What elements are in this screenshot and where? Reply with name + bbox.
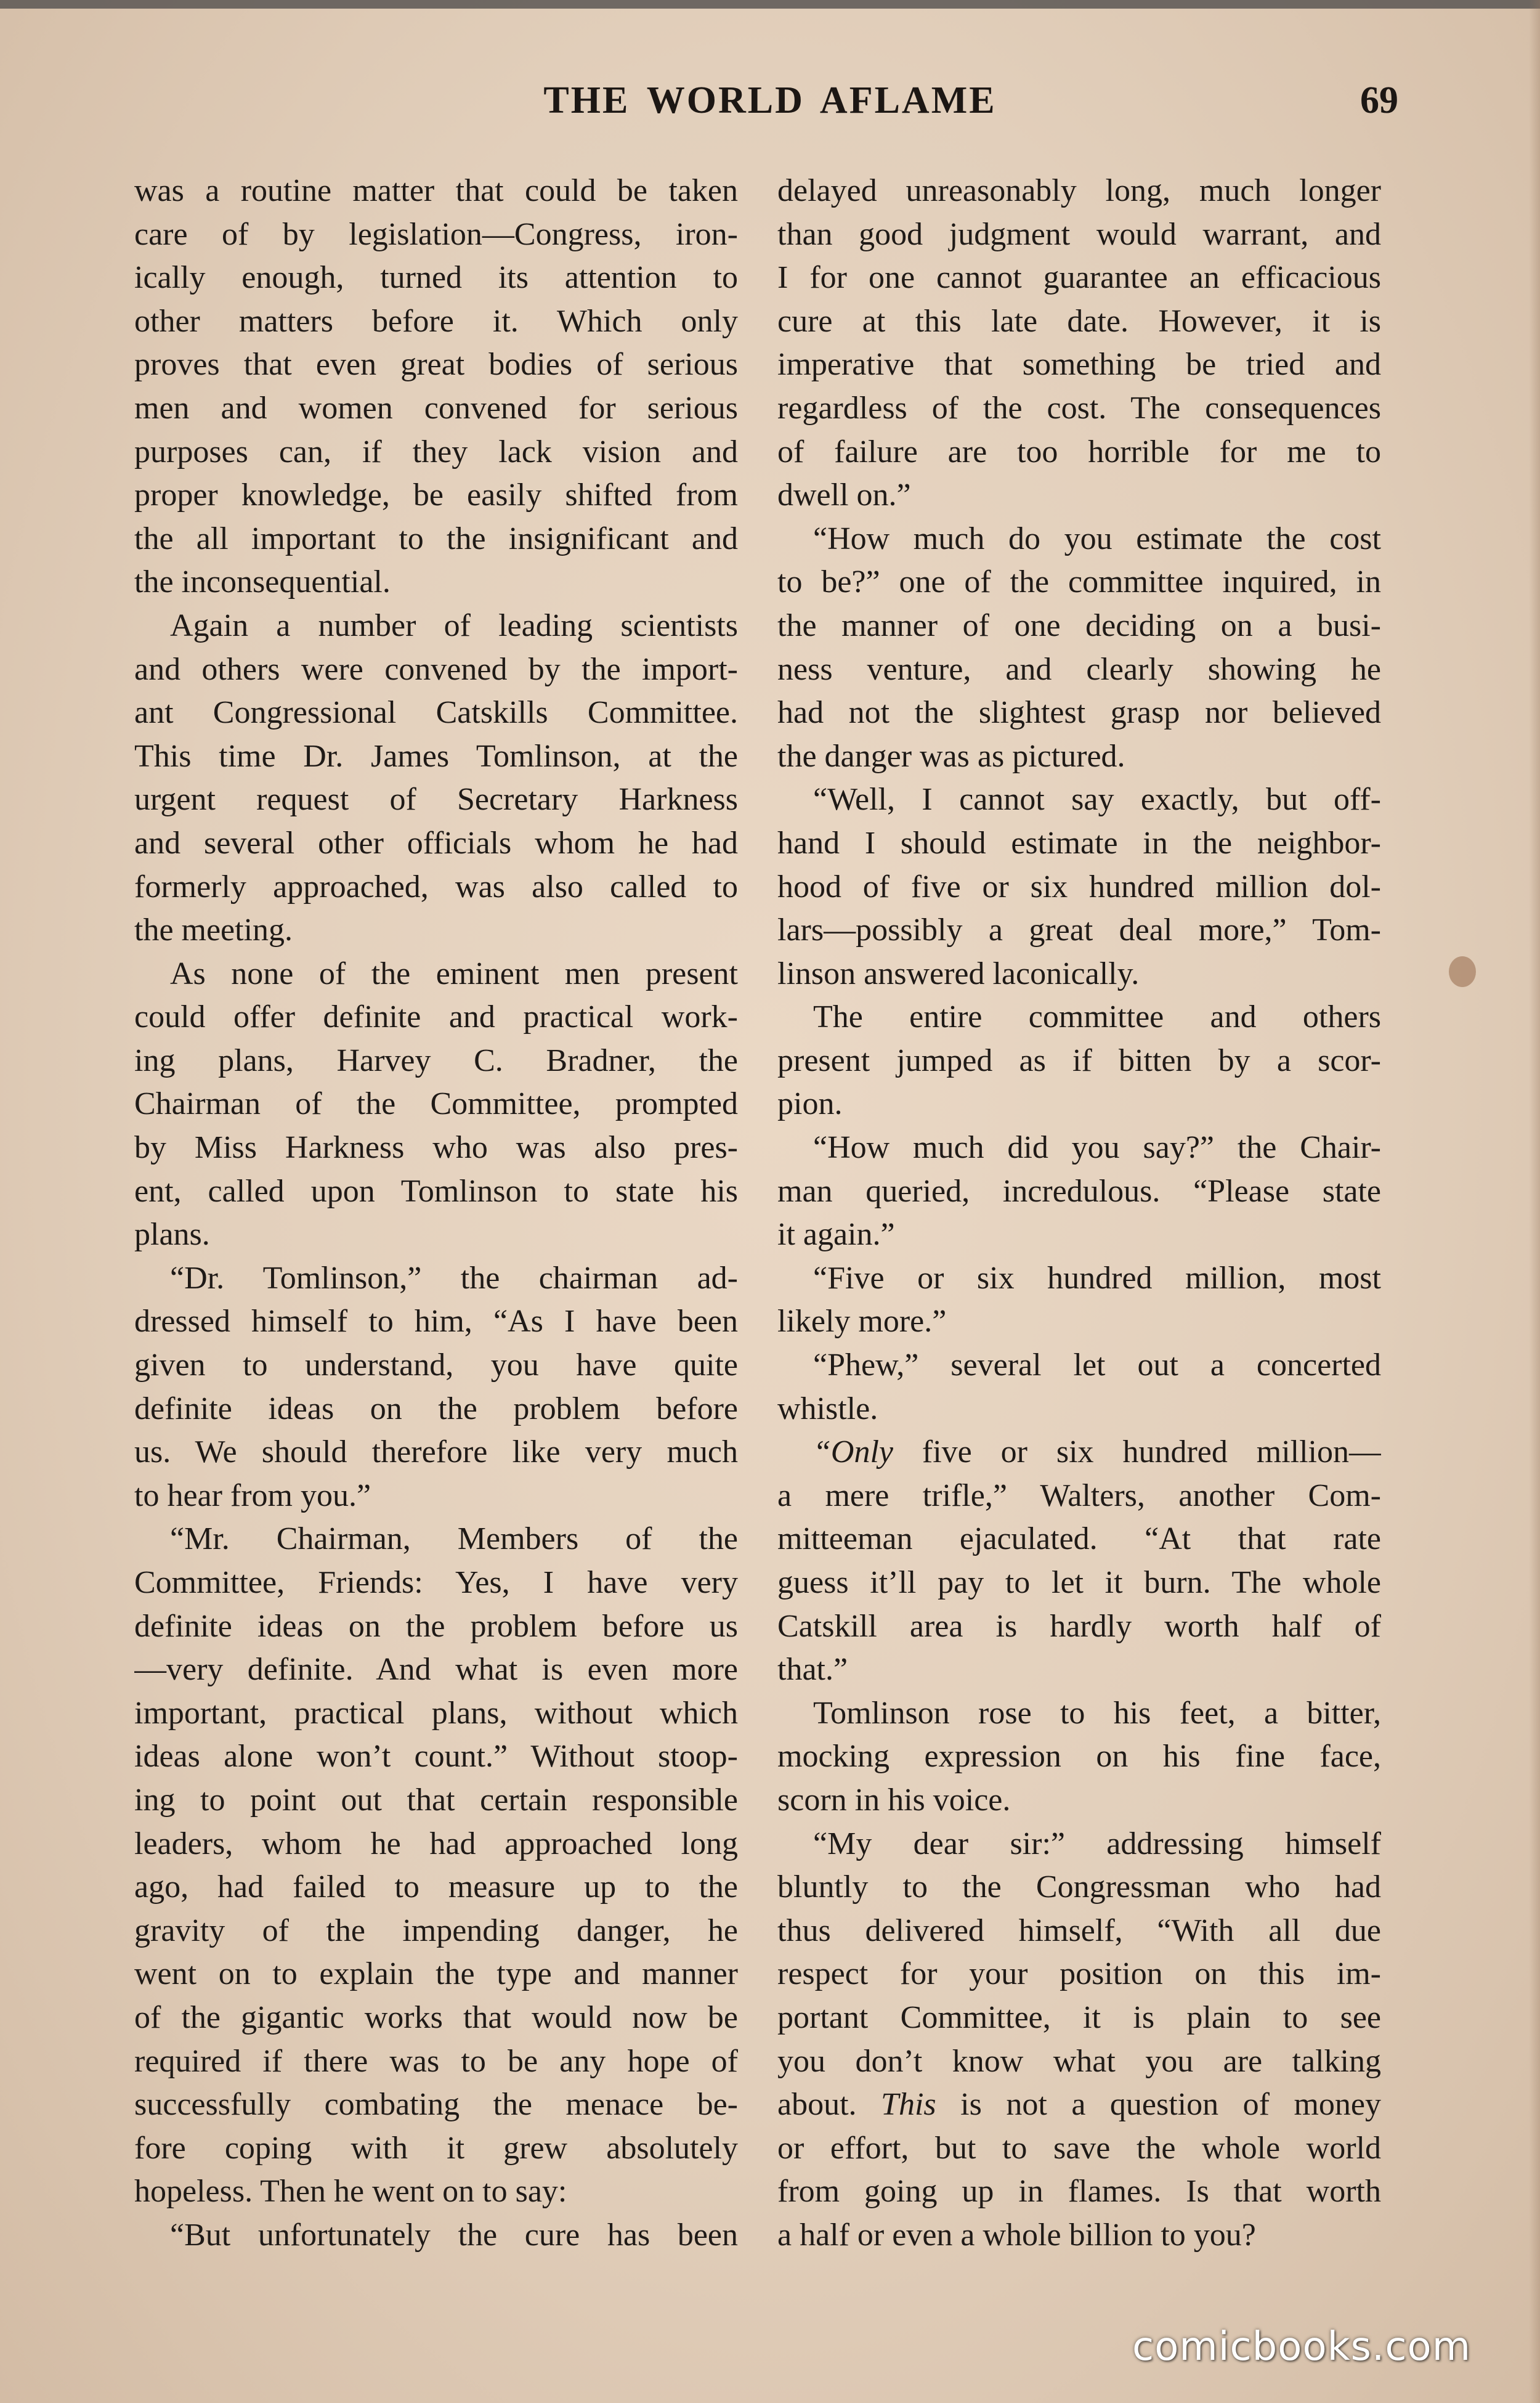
text-line: mocking expression on his fine face, bbox=[777, 1739, 1381, 1775]
text-line: —very definite. And what is even more bbox=[134, 1652, 738, 1688]
text-line: the manner of one deciding on a busi- bbox=[777, 608, 1381, 643]
text-line: the inconsequential. bbox=[134, 564, 391, 600]
text-line: respect for your position on this im- bbox=[777, 1956, 1381, 1992]
text-line: fore coping with it grew absolutely bbox=[134, 2130, 738, 2166]
left-text-column bbox=[134, 169, 738, 2258]
text-line: the all important to the insignificant and bbox=[134, 521, 738, 556]
text-line: by Miss Harkness who was also pres- bbox=[134, 1130, 738, 1166]
text-line: ing plans, Harvey C. Bradner, the bbox=[134, 1043, 738, 1078]
text-line: proper knowledge, be easily shifted from bbox=[134, 478, 738, 513]
text-line: ago, had failed to measure up to the bbox=[134, 1869, 738, 1905]
text-line: care of by legislation—Congress, iron- bbox=[134, 216, 738, 252]
text-line: Catskill area is hardly worth half of bbox=[777, 1608, 1381, 1644]
text-line: thus delivered himself, “With all due bbox=[777, 1913, 1381, 1948]
text-line: went on to explain the type and manner bbox=[134, 1956, 738, 1992]
text-line: As none of the eminent men present bbox=[170, 956, 738, 991]
text-line: guess it’ll pay to let it burn. The whole bbox=[777, 1565, 1381, 1600]
text-line: or effort, but to save the whole world bbox=[777, 2130, 1381, 2166]
text-line: “Mr. Chairman, Members of the bbox=[170, 1521, 738, 1557]
text-line: “How much did you say?” the Chair- bbox=[813, 1130, 1381, 1166]
text-line: “Dr. Tomlinson,” the chairman ad- bbox=[170, 1260, 738, 1296]
text-line: “How much do you estimate the cost bbox=[813, 521, 1381, 556]
text-line: of the gigantic works that would now be bbox=[134, 1999, 738, 2035]
text-line: you don’t know what you are talking bbox=[777, 2043, 1381, 2079]
text-line: than good judgment would warrant, and bbox=[777, 216, 1381, 252]
text-line: gravity of the impending danger, he bbox=[134, 1913, 738, 1948]
text-line: hood of five or six hundred million dol- bbox=[777, 869, 1381, 905]
text-line: whistle. bbox=[777, 1391, 878, 1426]
text-line: Again a number of leading scientists bbox=[170, 608, 738, 643]
text-line: “My dear sir:” addressing himself bbox=[813, 1826, 1381, 1861]
text-line: the meeting. bbox=[134, 913, 293, 948]
text-line: other matters before it. Which only bbox=[134, 303, 738, 339]
text-line: and others were convened by the import- bbox=[134, 651, 738, 687]
text-line: man queried, incredulous. “Please state bbox=[777, 1173, 1381, 1209]
text-line: important, practical plans, without which bbox=[134, 1695, 738, 1731]
text-line: us. We should therefore like very much bbox=[134, 1434, 738, 1470]
text-line: ness venture, and clearly showing he bbox=[777, 651, 1381, 687]
text-line: ent, called upon Tomlinson to state his bbox=[134, 1173, 738, 1209]
text-line: hopeless. Then he went on to say: bbox=[134, 2174, 567, 2210]
text-line: The entire committee and others bbox=[813, 999, 1381, 1035]
text-line: leaders, whom he had approached long bbox=[134, 1826, 738, 1861]
text-line: “Phew,” several let out a concerted bbox=[813, 1348, 1381, 1383]
text-line: ant Congressional Catskills Committee. bbox=[134, 695, 738, 731]
text-line: dwell on.” bbox=[777, 478, 911, 513]
text-line: required if there was to be any hope of bbox=[134, 2043, 738, 2079]
text-line: proves that even great bodies of serious bbox=[134, 347, 738, 383]
text-line: ically enough, turned its attention to bbox=[134, 260, 738, 296]
text-line: men and women convened for serious bbox=[134, 390, 738, 426]
text-line: ing to point out that certain responsible bbox=[134, 1782, 738, 1818]
text-line: delayed unreasonably long, much longer bbox=[777, 173, 1381, 208]
text-line: I for one cannot guarantee an efficacious bbox=[777, 260, 1381, 296]
text-line: purposes can, if they lack vision and bbox=[134, 434, 738, 470]
text-line: definite ideas on the problem before bbox=[134, 1391, 738, 1426]
text-line: “But unfortunately the cure has been bbox=[170, 2217, 738, 2253]
text-line: of failure are too horrible for me to bbox=[777, 434, 1381, 470]
text-line: to hear from you.” bbox=[134, 1478, 371, 1513]
text-line: Committee, Friends: Yes, I have very bbox=[134, 1565, 738, 1600]
text-line: plans. bbox=[134, 1217, 210, 1253]
text-line: hand I should estimate in the neighbor- bbox=[777, 825, 1381, 861]
text-line: from going up in flames. Is that worth bbox=[777, 2174, 1381, 2210]
page-number: 69 bbox=[1360, 79, 1398, 121]
text-line: a half or even a whole billion to you? bbox=[777, 2217, 1256, 2253]
text-line: pion. bbox=[777, 1086, 843, 1122]
text-line: This time Dr. James Tomlinson, at the bbox=[134, 738, 738, 774]
text-line: could offer definite and practical work- bbox=[134, 999, 738, 1035]
emphasis: “Only bbox=[813, 1434, 893, 1470]
watermark: comicbooks.com bbox=[1132, 2324, 1472, 2370]
text-line: that.” bbox=[777, 1652, 848, 1688]
text-line: and several other officials whom he had bbox=[134, 825, 738, 861]
text-line: was a routine matter that could be taken bbox=[134, 173, 738, 208]
text-line: regardless of the cost. The consequences bbox=[777, 390, 1381, 426]
running-title: THE WORLD AFLAME bbox=[543, 79, 997, 121]
text-line: it again.” bbox=[777, 1217, 895, 1253]
text-line: cure at this late date. However, it is bbox=[777, 303, 1381, 339]
text-line: to be?” one of the committee inquired, in bbox=[777, 564, 1381, 600]
text-line: the danger was as pictured. bbox=[777, 738, 1125, 774]
text-line: scorn in his voice. bbox=[777, 1782, 1011, 1818]
text-line: ideas alone won’t count.” Without stoop- bbox=[134, 1739, 738, 1775]
text-line: a mere trifle,” Walters, another Com- bbox=[777, 1478, 1381, 1513]
text-line: portant Committee, it is plain to see bbox=[777, 1999, 1381, 2035]
text-line: urgent request of Secretary Harkness bbox=[134, 782, 738, 818]
text-line: had not the slightest grasp nor believed bbox=[777, 695, 1381, 731]
text-line: dressed himself to him, “As I have been bbox=[134, 1304, 738, 1340]
text-line: “Five or six hundred million, most bbox=[813, 1260, 1381, 1296]
text-line: about. This is not a question of money bbox=[777, 2087, 1381, 2123]
emphasis: This bbox=[881, 2087, 936, 2123]
text-line: bluntly to the Congressman who had bbox=[777, 1869, 1381, 1905]
text-line: “Only five or six hundred million— bbox=[813, 1434, 1381, 1470]
text-line: formerly approached, was also called to bbox=[134, 869, 738, 905]
text-line: Tomlinson rose to his feet, a bitter, bbox=[813, 1695, 1381, 1731]
text-line: imperative that something be tried and bbox=[777, 347, 1381, 383]
text-line: Chairman of the Committee, prompted bbox=[134, 1086, 738, 1122]
text-line: lars—possibly a great deal more,” Tom- bbox=[777, 913, 1381, 948]
text-line: given to understand, you have quite bbox=[134, 1348, 738, 1383]
text-line: present jumped as if bitten by a scor- bbox=[777, 1043, 1381, 1078]
text-line: linson answered laconically. bbox=[777, 956, 1140, 991]
text-line: definite ideas on the problem before us bbox=[134, 1608, 738, 1644]
text-line: “Well, I cannot say exactly, but off- bbox=[813, 782, 1381, 818]
text-line: mitteeman ejaculated. “At that rate bbox=[777, 1521, 1381, 1557]
text-line: likely more.” bbox=[777, 1304, 947, 1340]
right-text-column bbox=[777, 169, 1381, 2258]
paper-stain bbox=[1449, 956, 1476, 987]
text-line: successfully combating the menace be- bbox=[134, 2087, 738, 2123]
